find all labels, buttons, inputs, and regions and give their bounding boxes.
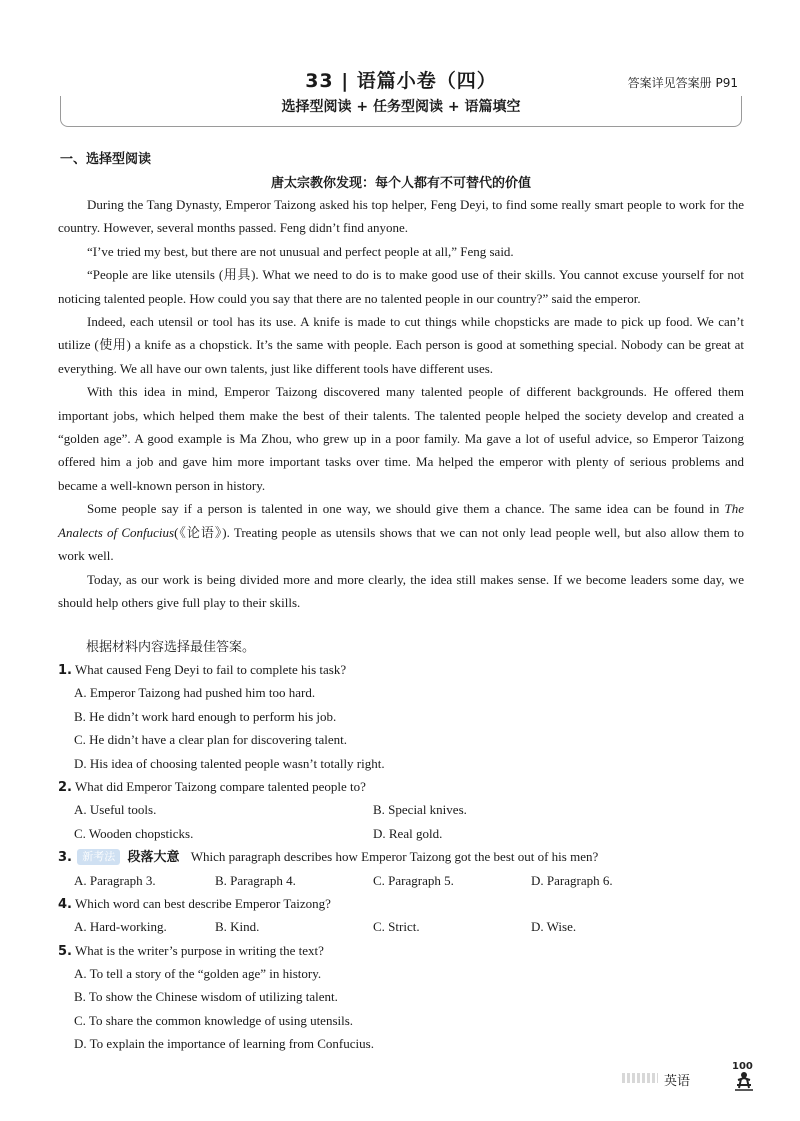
option-d[interactable]: D. Real gold. — [373, 825, 443, 841]
option-b[interactable]: B. Kind. — [215, 919, 260, 935]
question-1 — [58, 658, 748, 681]
question-number: 3. — [58, 850, 72, 866]
footer-watermark — [622, 1073, 658, 1083]
option-c[interactable]: C. Strict. — [373, 919, 420, 935]
question-2 — [58, 775, 748, 798]
option-a[interactable]: A. Useful tools. — [74, 802, 157, 818]
paragraph-text: Some people say if a person is talented in one way, we should give them a chance. The same idea can be found in — [87, 501, 725, 517]
question-text: What caused Feng Deyi to fail to complete his task? — [75, 662, 347, 677]
question-type-label: 段落大意 — [127, 850, 180, 866]
passage-paragraph: Today, as our work is being divided more and more clearly, the idea still makes sense. If we become leaders some day, we should help others give full play to their skills. — [58, 571, 744, 610]
option-a[interactable]: A. Emperor Taizong had pushed him too hard. — [74, 685, 316, 701]
footer-subject: 英语 — [664, 1074, 691, 1089]
subtitle-box — [60, 96, 742, 127]
option-d[interactable]: D. Wise. — [531, 919, 577, 935]
page-header — [60, 66, 742, 128]
question-text: What is the writer’s purpose in writing the text? — [75, 942, 324, 958]
passage-paragraph: With this idea in mind, Emperor Taizong discovered many talented people of different backgrounds. He offered them important jobs, which helped them make the best of their talents. The talented people helped the society develop and created a “golden age”. A good example is Ma Zhou, who grew up in a poor family. Ma gave a lot of useful advice, so Emperor Taizong offered him a job and gave him more important tasks over time. Ma helped the emperor with plenty of serious problems and became a well-known person in history. — [58, 384, 744, 493]
passage-paragraph — [58, 497, 744, 567]
option-d[interactable]: D. To explain the importance of learning from Confucius. — [74, 1036, 374, 1052]
option-c[interactable]: C. To share the common knowledge of using utensils. — [74, 1012, 354, 1028]
question-list — [58, 658, 748, 1056]
brand-logo-icon — [731, 1058, 757, 1097]
paragraph-text: (《论语》). Treating people as utensils shows that we can not only lead people well, but also allow them to work well. — [58, 524, 744, 564]
subtitle: 选择型阅读 + 任务型阅读 + 语篇填空 — [281, 99, 521, 115]
logo-text: 100 — [732, 1061, 753, 1072]
question-number: 2. — [58, 779, 72, 795]
option-a[interactable]: A. Paragraph 3. — [74, 872, 156, 888]
option-row — [58, 822, 748, 845]
question-text: What did Emperor Taizong compare talented people to? — [75, 778, 366, 794]
question-number: 5. — [58, 943, 72, 959]
passage-title: 唐太宗教你发现：每个人都有不可替代的价值 — [270, 176, 531, 191]
reading-passage — [58, 193, 744, 614]
option-b[interactable]: B. He didn’t work hard enough to perform his job. — [74, 708, 337, 724]
question-number: 4. — [58, 896, 72, 912]
option-a[interactable]: A. Hard-working. — [74, 919, 167, 935]
option-row — [58, 798, 748, 821]
option-b[interactable]: B. Paragraph 4. — [215, 872, 296, 888]
book-title: The Analects of Confucius — [58, 501, 744, 540]
answer-reference: 答案详见答案册 P91 — [627, 76, 738, 90]
question-text: Which word can best describe Emperor Taizong? — [75, 895, 331, 911]
question-4 — [58, 892, 748, 915]
new-format-tag: 新考法 — [77, 849, 120, 865]
question-number: 1. — [58, 663, 72, 678]
option-d[interactable]: D. Paragraph 6. — [531, 872, 613, 888]
passage-paragraph: During the Tang Dynasty, Emperor Taizong asked his top helper, Feng Deyi, to find some really smart people to work for the country. However, several months passed. Feng didn’t find anyone. — [58, 197, 744, 236]
option-b[interactable]: B. To show the Chinese wisdom of utilizing talent. — [74, 989, 338, 1005]
question-3 — [58, 845, 748, 868]
passage-paragraph: “I’ve tried my best, but there are not unusual and perfect people at all,” Feng said. — [87, 243, 514, 259]
option-c[interactable]: C. Paragraph 5. — [373, 872, 454, 888]
passage-paragraph: Indeed, each utensil or tool has its use. A knife is made to cut things while chopsticks are made to pick up food. We can’t utilize (使用) a knife as a chopstick. It’s the same with people. Each person is good at something special. Nobody can be great at everything. We all have our own talents, just like different tools have different uses. — [58, 314, 744, 376]
option-row — [58, 869, 748, 892]
section-heading: 一、选择型阅读 — [60, 152, 152, 167]
option-row — [58, 915, 748, 938]
option-d[interactable]: D. His idea of choosing talented people wasn’t totally right. — [74, 755, 385, 771]
question-5 — [58, 939, 748, 962]
title-row — [60, 66, 742, 96]
option-c[interactable]: C. Wooden chopsticks. — [74, 825, 194, 841]
option-a[interactable]: A. To tell a story of the “golden age” in history. — [74, 966, 322, 982]
passage-paragraph: “People are like utensils (用具). What we need to do is to make good use of their skills. You cannot excuse yourself for not noticing talented people. How could you say that there are no talented people in our country?” said the emperor. — [58, 267, 744, 306]
option-c[interactable]: C. He didn’t have a clear plan for discovering talent. — [74, 732, 348, 748]
question-text: Which paragraph describes how Emperor Taizong got the best out of his men? — [190, 849, 599, 865]
page-title: 33 | 语篇小卷（四） — [305, 70, 497, 92]
question-instruction: 根据材料内容选择最佳答案。 — [86, 640, 256, 655]
option-b[interactable]: B. Special knives. — [373, 802, 467, 818]
